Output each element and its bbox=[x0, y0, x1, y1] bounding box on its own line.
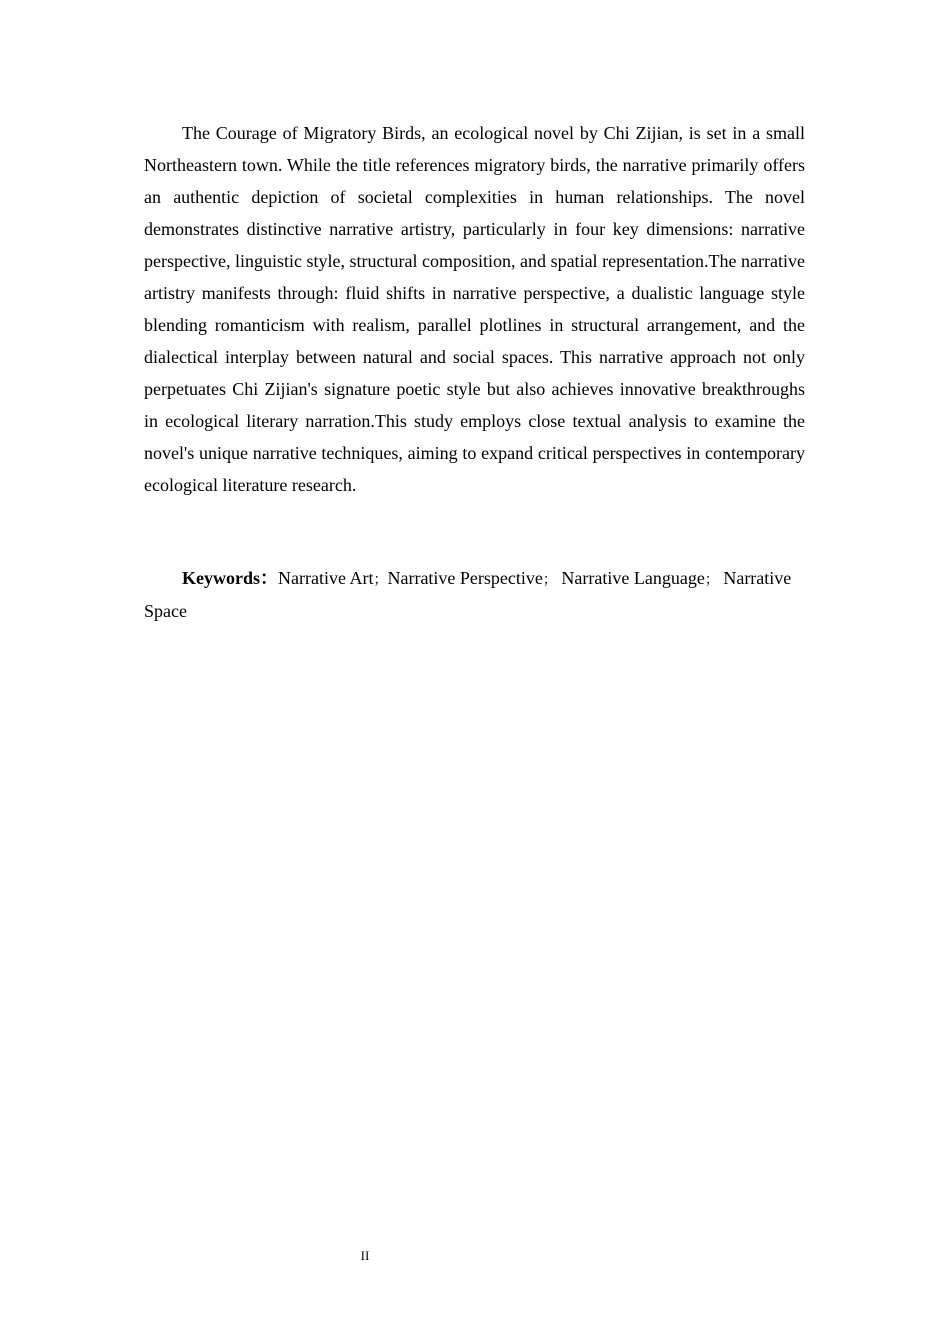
keyword-item: Narrative Art bbox=[278, 568, 374, 588]
keywords-line bbox=[144, 563, 805, 627]
keywords-label: Keywords bbox=[182, 568, 260, 588]
keywords-label-colon: ： bbox=[260, 568, 278, 588]
keyword-item: Narrative Language bbox=[561, 568, 705, 588]
abstract-paragraph: The Courage of Migratory Birds, an ecological novel by Chi Zijian, is set in a small Northeastern town. While the title references migratory birds, the narrative primarily offers an authentic depiction of societal complexities in human relationships. The novel demonstrates distinctive narrative artistry, particularly in four key dimensions: narrative perspective, linguistic style, structural composition, and spatial representation.The narrative artistry manifests through: fluid shifts in narrative perspective, a dualistic language style blending romanticism with realism, parallel plotlines in structural arrangement, and the dialectical interplay between natural and social spaces. This narrative approach not only perpetuates Chi Zijian's signature poetic style but also achieves innovative breakthroughs in ecological literary narration.This study employs close textual analysis to examine the novel's unique narrative techniques, aiming to expand critical perspectives in contemporary ecological literature research. bbox=[144, 123, 805, 495]
keyword-item: Narrative Perspective bbox=[387, 568, 543, 588]
keyword-separator: ； bbox=[373, 573, 388, 588]
keyword-separator: ； bbox=[542, 573, 557, 588]
keyword-item: Narrative Space bbox=[144, 568, 792, 621]
keyword-separator: ； bbox=[704, 573, 719, 588]
page-number: II bbox=[360, 1248, 370, 1263]
